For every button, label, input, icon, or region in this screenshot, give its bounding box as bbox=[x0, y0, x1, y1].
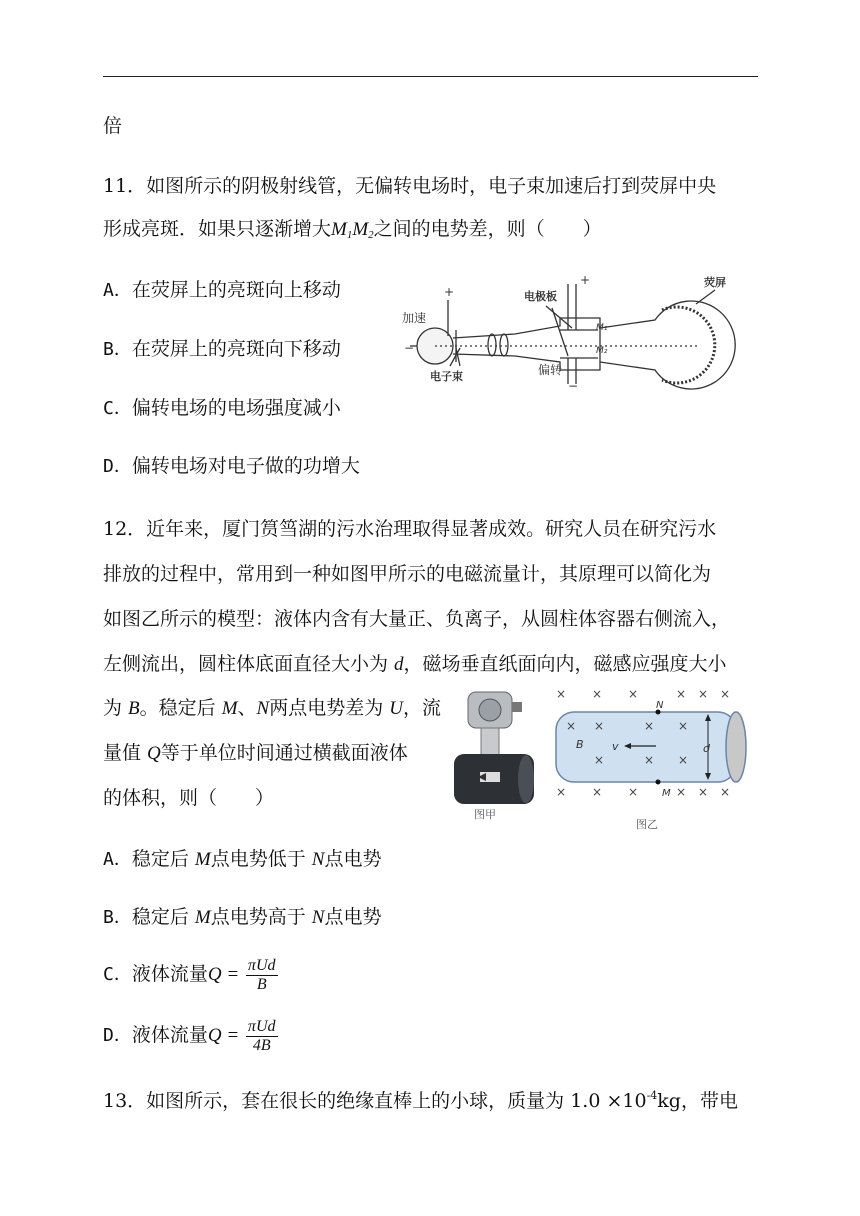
label-deflect: 偏转 bbox=[538, 363, 563, 377]
cathode-ray-tube-figure bbox=[400, 270, 740, 390]
svg-text:×: × bbox=[592, 687, 603, 701]
q12-option-b[interactable]: B．稳定后 M点电势高于 N点电势 bbox=[103, 906, 382, 928]
label-plus-2: + bbox=[580, 273, 591, 287]
label-plate: 电极板 bbox=[524, 290, 557, 303]
pipe-magnetic-field-figure bbox=[548, 684, 758, 832]
fraction-d: $\frac{\text{πUd}}{4B}$ bbox=[247, 1017, 276, 1054]
svg-text:×: × bbox=[698, 687, 709, 701]
svg-text:×: × bbox=[556, 785, 567, 799]
fig-label-n: N bbox=[656, 700, 664, 711]
svg-text:×: × bbox=[628, 687, 639, 701]
q11-option-c[interactable]: C．偏转电场的电场强度减小 bbox=[103, 397, 341, 419]
q13-line-1: 13．如图所示，套在很长的绝缘直棒上的小球，质量为 $1.0 \times 10^{-4}kg$，带电 bbox=[103, 1089, 738, 1112]
svg-text:×: × bbox=[678, 753, 689, 767]
q12-line-1: 12．近年来，厦门筼筜湖的污水治理取得显著成效。研究人员在研究污水 bbox=[103, 518, 717, 540]
q12-line-6: 量值 Q等于单位时间通过横截面液体 bbox=[103, 742, 408, 764]
svg-text:×: × bbox=[594, 719, 605, 733]
svg-text:×: × bbox=[678, 719, 689, 733]
svg-text:×: × bbox=[566, 719, 577, 733]
fig-label-d: d bbox=[703, 742, 710, 755]
fig-label-b: B bbox=[576, 738, 584, 751]
header-rule bbox=[103, 76, 758, 77]
q11-line-2-post: 之间的电势差，则（ ） bbox=[373, 218, 602, 240]
label-plus-1: + bbox=[444, 285, 455, 299]
q12-option-a[interactable]: A．稳定后 M点电势低于 N点电势 bbox=[103, 848, 382, 870]
q12-option-d[interactable]: D．液体流量Q = $\frac{\text{πUd}}{4B}$ bbox=[103, 1017, 276, 1054]
q12-line-4: 左侧流出，圆柱体底面直径大小为 d，磁场垂直纸面向内，磁感应强度大小 bbox=[103, 653, 727, 675]
svg-text:×: × bbox=[644, 719, 655, 733]
svg-text:×: × bbox=[644, 753, 655, 767]
label-minus-2: − bbox=[568, 379, 579, 390]
q11-option-a[interactable]: A．在荧屏上的亮斑向上移动 bbox=[103, 279, 341, 301]
svg-text:×: × bbox=[676, 785, 687, 799]
q12-option-c[interactable]: C．液体流量Q = $\frac{\text{πUd}}{B}$ bbox=[103, 956, 276, 993]
q11-option-b[interactable]: B．在荧屏上的亮斑向下移动 bbox=[103, 338, 341, 360]
q11-line-1: 11．如图所示的阴极射线管，无偏转电场时，电子束加速后打到荧屏中央 bbox=[103, 175, 717, 197]
fig-label-v: v bbox=[612, 740, 619, 753]
svg-text:×: × bbox=[594, 753, 605, 767]
q12-line-7: 的体积，则（ ） bbox=[103, 787, 275, 809]
fraction-c: $\frac{\text{πUd}}{B}$ bbox=[247, 956, 276, 993]
label-minus-1: − bbox=[404, 341, 415, 355]
flowmeter-device-figure bbox=[450, 688, 540, 823]
svg-text:×: × bbox=[592, 785, 603, 799]
q11-m1: $M_1M_2$ bbox=[331, 219, 374, 241]
svg-text:×: × bbox=[720, 687, 731, 701]
label-accel: 加速 bbox=[402, 311, 427, 325]
label-beam: 电子束 bbox=[430, 370, 463, 383]
svg-text:×: × bbox=[698, 785, 709, 799]
q12-line-5: 为 B。稳定后 M、N两点电势差为 U，流 bbox=[103, 697, 442, 719]
label-screen: 荧屏 bbox=[704, 276, 726, 289]
svg-text:×: × bbox=[628, 785, 639, 799]
q11-option-d[interactable]: D．偏转电场对电子做的功增大 bbox=[103, 455, 360, 477]
fig-yi-caption: 图乙 bbox=[636, 818, 658, 831]
svg-text:×: × bbox=[556, 687, 567, 701]
fig-label-m: M bbox=[662, 788, 671, 799]
label-m2: M₂ bbox=[596, 346, 608, 356]
svg-text:×: × bbox=[720, 785, 731, 799]
q11-line-2 bbox=[103, 215, 602, 249]
label-m1: M₁ bbox=[596, 323, 608, 333]
q12-line-2: 排放的过程中，常用到一种如图甲所示的电磁流量计，其原理可以简化为 bbox=[103, 563, 712, 585]
q12-line-3: 如图乙所示的模型：液体内含有大量正、负离子，从圆柱体容器右侧流入， bbox=[103, 608, 731, 630]
svg-text:×: × bbox=[676, 687, 687, 701]
fig-jia-caption: 图甲 bbox=[474, 808, 496, 821]
header-char: 倍 bbox=[103, 115, 123, 137]
q11-line-2-pre: 形成亮斑．如果只逐渐增大 bbox=[103, 218, 332, 240]
